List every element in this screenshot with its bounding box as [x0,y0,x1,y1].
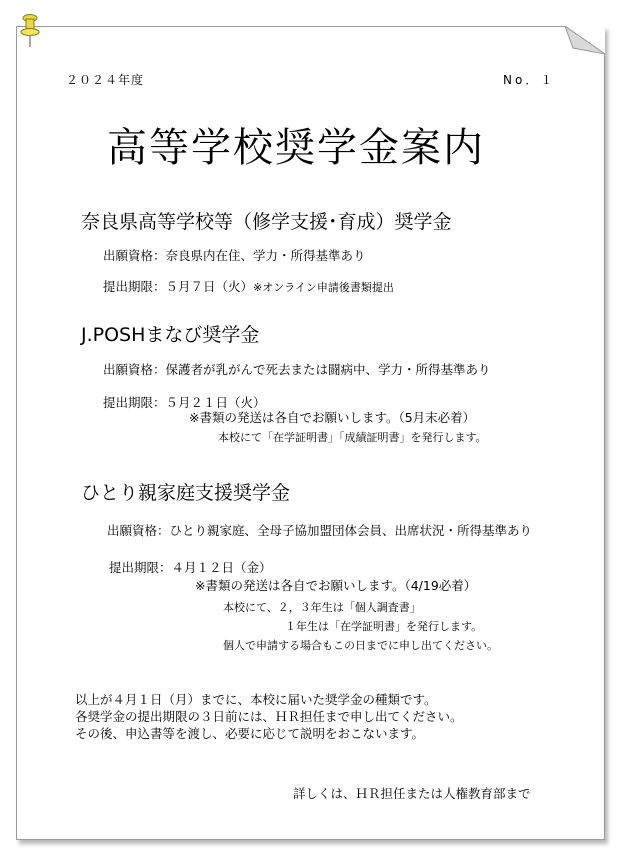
document-sheet [16,26,605,840]
scholarship-3-deadline: 提出期限：４月１２日（金） [109,560,272,575]
scholarship-1-deadline-note: ※オンライン申請後書類提出 [253,281,394,294]
scholarship-1-name: 奈良県高等学校等（修学支援･育成）奨学金 [81,211,452,233]
scholarship-3-note-3: １年生は「在学証明書」を発行します。 [285,620,483,633]
scholarship-1-eligibility: 出願資格：奈良県内在住、学力・所得基準あり [103,248,366,263]
scholarship-2-note-1: ※書類の発送は各自でお願いします。（5月末必着） [189,410,476,425]
scholarship-3-note-2: 本校にて、２，３年生は「個人調査書」 [223,601,421,614]
fiscal-year: ２０２４年度 [66,73,145,87]
scholarship-1-deadline [103,277,394,295]
scholarship-3-note-1: ※書類の発送は各自でお願いします。（4/19必着） [195,578,477,593]
scholarship-1-deadline-date: ５月７日（火） [165,279,254,294]
scholarship-2-note-2: 本校にて「在学証明書」「成績証明書」を発行します。 [218,431,487,444]
scholarship-3-eligibility: 出願資格：ひとり親家庭、全母子協加盟団体会員、出席状況・所得基準あり [107,523,533,538]
scholarship-2-name: J.POSHまなび奨学金 [81,324,260,346]
page-curl-corner [565,26,605,54]
scholarship-1-deadline-label: 提出期限： [103,279,166,294]
push-pin-icon [19,13,41,49]
scholarship-2-deadline: 提出期限：５月２１日（火） [103,395,266,410]
footer-line-1: 以上が４月１日（月）までに、本校に届いた奨学金の種類です。 [75,692,437,707]
page-title: 高等学校奨学金案内 [107,125,485,171]
scholarship-2-eligibility: 出願資格：保護者が乳がんで死去または闘病中、学力・所得基準あり [103,362,491,377]
document-number: No．１ [503,73,556,87]
contact-line: 詳しくは、ＨＲ担任または人権教育部まで [293,786,531,801]
scholarship-3-name: ひとり親家庭支援奨学金 [81,482,291,504]
footer-line-3: その後、申込書等を渡し、必要に応じて説明をおこないます。 [75,726,425,741]
scholarship-3-note-4: 個人で申請する場合もこの日までに申し出てください。 [223,639,498,652]
footer-line-2: 各奨学金の提出期限の３日前には、ＨＲ担任まで申し出てください。 [75,709,463,724]
